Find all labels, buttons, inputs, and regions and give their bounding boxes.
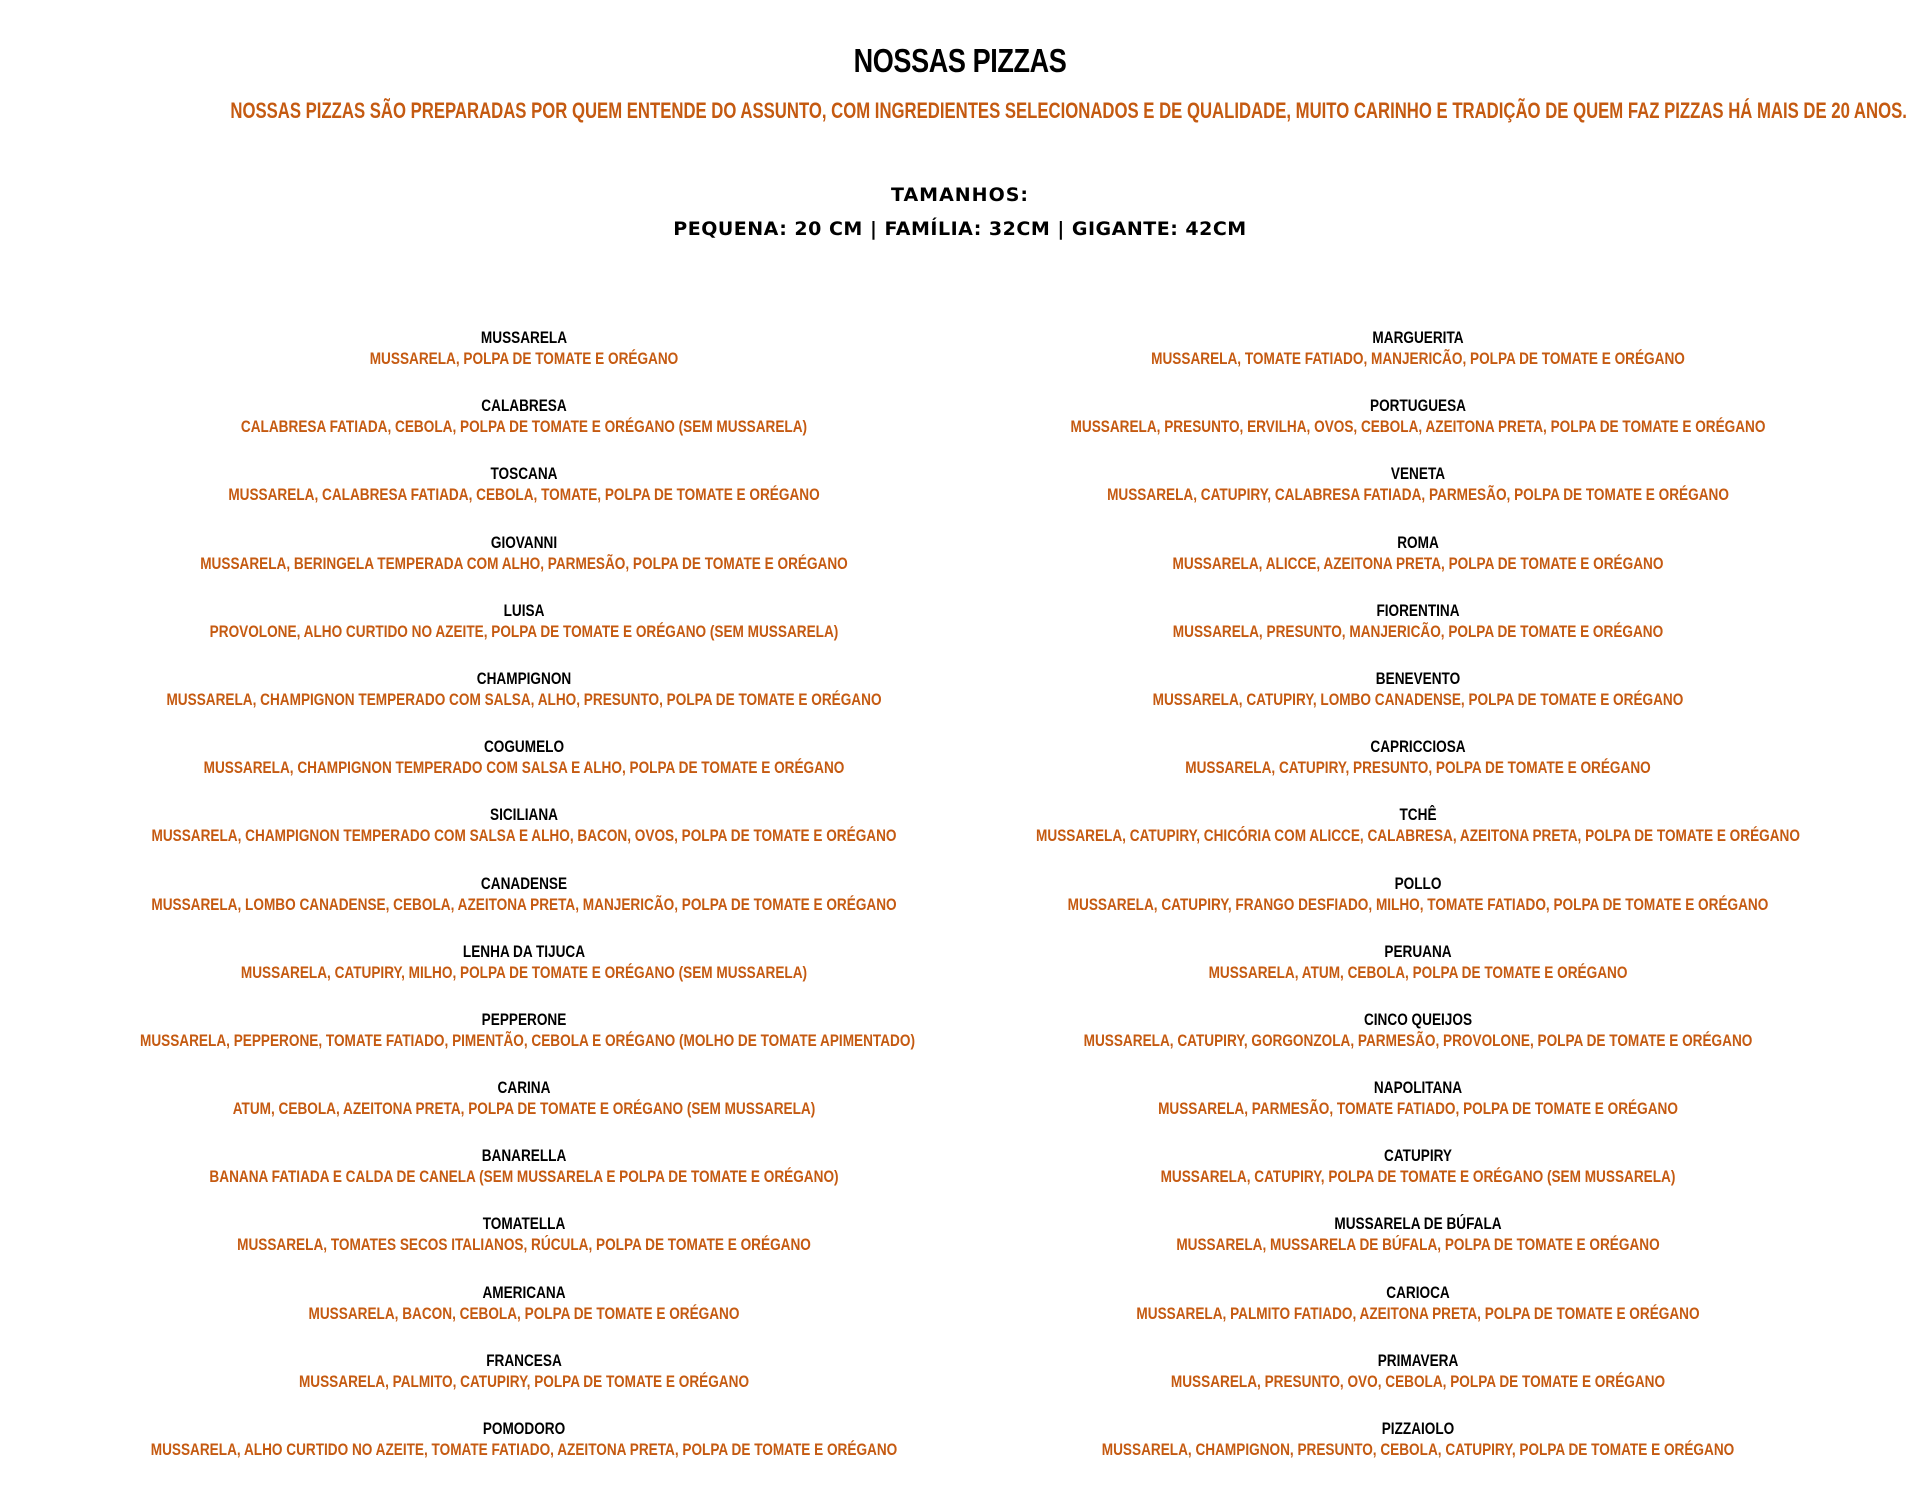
menu-item [44,600,1004,668]
menu-item [938,532,1898,600]
pizza-ingredients: MUSSARELA, PALMITO, CATUPIRY, POLPA DE TOMATE E ORÉGANO [298,1371,750,1391]
menu-item [44,463,1004,531]
pizza-ingredients: BANANA FATIADA E CALDA DE CANELA (SEM MUSSARELA E POLPA DE TOMATE E ORÉGANO) [209,1167,839,1187]
pizza-name: TOMATELLA [482,1214,566,1234]
pizza-name: COGUMELO [483,737,565,757]
pizza-ingredients: MUSSARELA, CATUPIRY, MILHO, POLPA DE TOMATE E ORÉGANO (SEM MUSSARELA) [240,962,808,982]
pizza-ingredients: MUSSARELA, CALABRESA FATIADA, CEBOLA, TOMATE, POLPA DE TOMATE E ORÉGANO [228,485,820,505]
pizza-name: MARGUERITA [1372,328,1464,347]
menu-item [44,395,1004,463]
menu-item [938,736,1898,804]
pizza-name: POMODORO [482,1419,566,1438]
pizza-name: PORTUGUESA [1370,396,1466,416]
pizza-name: FIORENTINA [1376,600,1460,620]
pizza-ingredients: MUSSARELA, PRESUNTO, ERVILHA, OVOS, CEBOLA, AZEITONA PRETA, POLPA DE TOMATE E ORÉGANO [1070,417,1766,437]
menu-item [938,668,1898,736]
menu-item [44,941,1004,1009]
pizza-ingredients: MUSSARELA, CHAMPIGNON, PRESUNTO, CEBOLA, CATUPIRY, POLPA DE TOMATE E ORÉGANO [1101,1440,1735,1459]
pizza-ingredients: PROVOLONE, ALHO CURTIDO NO AZEITE, POLPA DE TOMATE E ORÉGANO (SEM MUSSARELA) [209,621,839,641]
menu-item [938,1350,1898,1418]
menu-item [44,804,1004,872]
pizza-name: CARIOCA [1386,1282,1450,1302]
pizza-name: CALABRESA [481,396,567,416]
pizza-name: AMERICANA [482,1282,566,1302]
pizza-ingredients: ATUM, CEBOLA, AZEITONA PRETA, POLPA DE TOMATE E ORÉGANO (SEM MUSSARELA) [232,1099,816,1119]
menu-item [44,1145,1004,1213]
menu-item [938,1418,1898,1486]
pizza-ingredients: MUSSARELA, MUSSARELA DE BÚFALA, POLPA DE TOMATE E ORÉGANO [1176,1235,1660,1255]
menu-item [938,1077,1898,1145]
pizza-name: MUSSARELA DE BÚFALA [1334,1214,1502,1234]
pizza-ingredients: MUSSARELA, CATUPIRY, FRANGO DESFIADO, MILHO, TOMATE FATIADO, POLPA DE TOMATE E ORÉGANO [1067,894,1769,914]
pizza-ingredients: CALABRESA FATIADA, CEBOLA, POLPA DE TOMATE E ORÉGANO (SEM MUSSARELA) [240,417,808,437]
menu-item [44,1418,1004,1486]
pizza-name: CINCO QUEIJOS [1363,1009,1473,1029]
pizza-ingredients: MUSSARELA, CATUPIRY, GORGONZOLA, PARMESÃO, PROVOLONE, POLPA DE TOMATE E ORÉGANO [1083,1030,1753,1050]
sizes-heading: TAMANHOS: [890,184,1030,206]
pizza-ingredients: MUSSARELA, PRESUNTO, MANJERICÃO, POLPA DE TOMATE E ORÉGANO [1172,621,1664,641]
pizza-ingredients: MUSSARELA, PALMITO FATIADO, AZEITONA PRETA, POLPA DE TOMATE E ORÉGANO [1136,1303,1700,1323]
pizza-name: PEPPERONE [481,1009,567,1029]
pizza-ingredients: MUSSARELA, CATUPIRY, PRESUNTO, POLPA DE TOMATE E ORÉGANO [1185,758,1651,778]
sizes-line: PEQUENA: 20 CM | FAMÍLIA: 32CM | GIGANTE: 42CM [673,218,1247,240]
menu-item [938,941,1898,1009]
pizza-name: CATUPIRY [1384,1146,1452,1166]
menu-item [938,1009,1898,1077]
menu-item [938,327,1898,395]
menu-item [44,1282,1004,1350]
pizza-ingredients: MUSSARELA, ALHO CURTIDO NO AZEITE, TOMATE FATIADO, AZEITONA PRETA, POLPA DE TOMATE E ORÉGANO [150,1440,898,1459]
pizza-name: TOSCANA [490,464,558,484]
menu-item [938,600,1898,668]
pizza-ingredients: MUSSARELA, LOMBO CANADENSE, CEBOLA, AZEITONA PRETA, MANJERICÃO, POLPA DE TOMATE E ORÉGANO [151,894,897,914]
pizza-ingredients: MUSSARELA, CHAMPIGNON TEMPERADO COM SALSA, ALHO, PRESUNTO, POLPA DE TOMATE E ORÉGANO [166,689,882,709]
pizza-name: GIOVANNI [490,532,558,552]
pizza-ingredients: MUSSARELA, PRESUNTO, OVO, CEBOLA, POLPA DE TOMATE E ORÉGANO [1170,1371,1666,1391]
pizza-ingredients: MUSSARELA, CHAMPIGNON TEMPERADO COM SALSA E ALHO, BACON, OVOS, POLPA DE TOMATE E ORÉGANO [151,826,897,846]
pizza-name: CANADENSE [480,873,568,893]
pizza-name: CHAMPIGNON [476,668,572,688]
menu-item [938,1145,1898,1213]
menu-item [44,1077,1004,1145]
menu-item [44,736,1004,804]
menu-item [938,1213,1898,1281]
menu-item [938,395,1898,463]
pizza-ingredients: MUSSARELA, PARMESÃO, TOMATE FATIADO, POLPA DE TOMATE E ORÉGANO [1158,1099,1678,1119]
pizza-name: BENEVENTO [1375,668,1461,688]
pizza-name: LENHA DA TIJUCA [462,941,586,961]
menu-item [938,873,1898,941]
pizza-name: PRIMAVERA [1377,1350,1459,1370]
pizza-name: NAPOLITANA [1373,1078,1463,1098]
menu-item [44,668,1004,736]
page-subtitle: NOSSAS PIZZAS SÃO PREPARADAS POR QUEM ENTENDE DO ASSUNTO, COM INGREDIENTES SELECIONADOS E DE QUALIDADE, MUITO CARINHO E TRADIÇÃO DE QUEM FAZ PIZZAS HÁ MAIS DE 20 ANOS. [230,98,1907,123]
pizza-ingredients: MUSSARELA, BERINGELA TEMPERADA COM ALHO, PARMESÃO, POLPA DE TOMATE E ORÉGANO [200,553,848,573]
pizza-name: ROMA [1397,532,1439,552]
menu-item [44,1009,1004,1077]
menu-item [44,532,1004,600]
pizza-ingredients: MUSSARELA, ALICCE, AZEITONA PRETA, POLPA DE TOMATE E ORÉGANO [1172,553,1664,573]
menu-item [44,873,1004,941]
pizza-ingredients: MUSSARELA, CATUPIRY, POLPA DE TOMATE E ORÉGANO (SEM MUSSARELA) [1160,1167,1676,1187]
menu-item [44,327,1004,395]
pizza-ingredients: MUSSARELA, BACON, CEBOLA, POLPA DE TOMATE E ORÉGANO [308,1303,740,1323]
pizza-ingredients: MUSSARELA, TOMATE FATIADO, MANJERICÃO, POLPA DE TOMATE E ORÉGANO [1151,349,1685,368]
menu-item [938,804,1898,872]
pizza-ingredients: MUSSARELA, CATUPIRY, LOMBO CANADENSE, POLPA DE TOMATE E ORÉGANO [1152,689,1684,709]
pizza-name: BANARELLA [481,1146,567,1166]
pizza-name: PERUANA [1384,941,1452,961]
menu-item [938,463,1898,531]
menu-item [44,1213,1004,1281]
pizza-name: TCHÊ [1399,805,1437,825]
pizza-name: MUSSARELA [480,328,568,347]
pizza-name: CAPRICCIOSA [1370,737,1466,757]
pizza-name: PIZZAIOLO [1381,1419,1455,1438]
pizza-name: SICILIANA [490,805,558,825]
pizza-ingredients: MUSSARELA, TOMATES SECOS ITALIANOS, RÚCULA, POLPA DE TOMATE E ORÉGANO [237,1235,811,1255]
pizza-name: POLLO [1394,873,1442,893]
pizza-ingredients: MUSSARELA, PEPPERONE, TOMATE FATIADO, PIMENTÃO, CEBOLA E ORÉGANO (MOLHO DE TOMATE APIMENTADO) [140,1030,915,1050]
pizza-ingredients: MUSSARELA, CATUPIRY, CALABRESA FATIADA, PARMESÃO, POLPA DE TOMATE E ORÉGANO [1107,485,1729,505]
page-title: NOSSAS PIZZAS [853,42,1067,79]
menu-column-left [44,327,1004,1486]
pizza-ingredients: MUSSARELA, CATUPIRY, CHICÓRIA COM ALICCE, CALABRESA, AZEITONA PRETA, POLPA DE TOMATE E ORÉGANO [1036,826,1800,846]
pizza-ingredients: MUSSARELA, POLPA DE TOMATE E ORÉGANO [369,349,679,368]
pizza-name: VENETA [1390,464,1446,484]
pizza-name: LUISA [503,600,545,620]
pizza-ingredients: MUSSARELA, CHAMPIGNON TEMPERADO COM SALSA E ALHO, POLPA DE TOMATE E ORÉGANO [203,758,845,778]
menu-column-right [938,327,1898,1486]
menu-item [44,1350,1004,1418]
pizza-name: FRANCESA [486,1350,562,1370]
pizza-name: CARINA [497,1078,551,1098]
pizza-ingredients: MUSSARELA, ATUM, CEBOLA, POLPA DE TOMATE E ORÉGANO [1208,962,1628,982]
menu-item [938,1282,1898,1350]
